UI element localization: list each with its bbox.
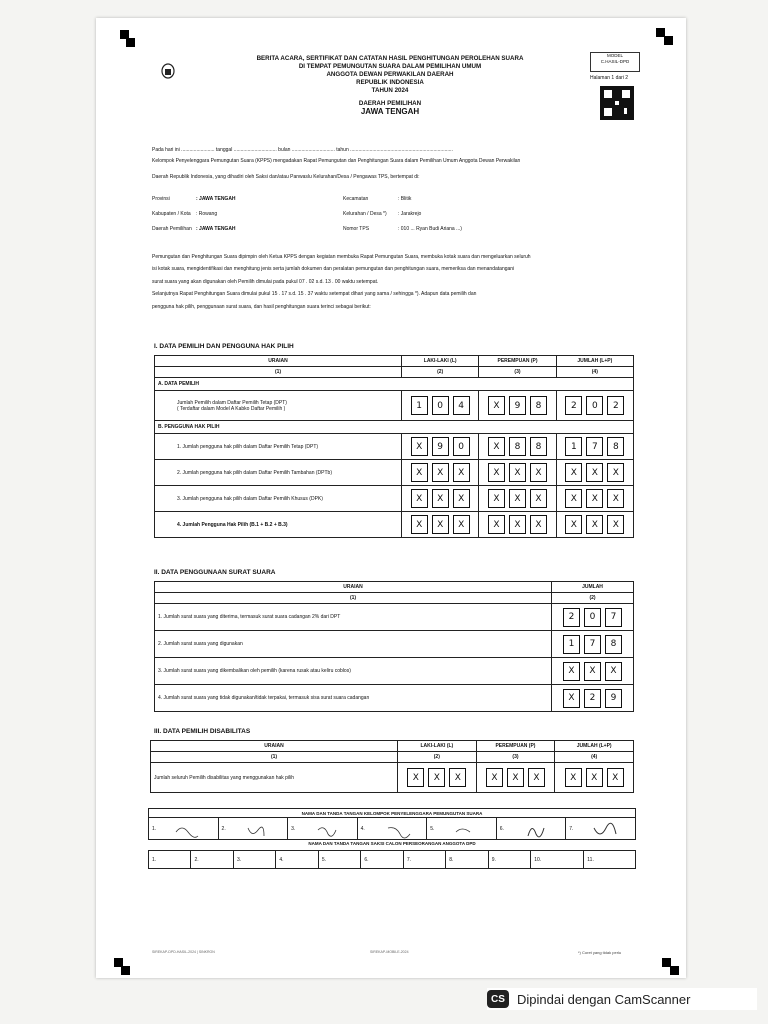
digit-box: 1 <box>411 396 428 415</box>
digit-box: 4 <box>453 396 470 415</box>
digit-box: X <box>586 489 603 508</box>
body-text: pengguna hak pilih, penggunaan surat suara, dan hasil penghitungan suara terinci sebagai berikut: <box>152 304 371 310</box>
table-row: 3. Jumlah surat suara yang dikembalikan oleh pemilih (karena rusak atau keliru coblos) X X X <box>155 658 634 685</box>
camscanner-text: Dipindai dengan CamScanner <box>517 991 691 1007</box>
digit-box: X <box>586 768 603 787</box>
digit-box: X <box>563 662 580 681</box>
section-1-title: I. DATA PEMILIH DAN PENGGUNA HAK PILIH <box>154 343 294 350</box>
footer-mid: SIREKAP-MOBILE-2024 <box>370 950 409 954</box>
kelurahan-label: Kelurahan / Desa *) <box>343 211 387 217</box>
digit-box: 0 <box>584 608 601 627</box>
camscanner-logo-icon: CS <box>487 990 509 1008</box>
provinsi-label: Provinsi <box>152 196 170 202</box>
digit-box: X <box>565 463 582 482</box>
table-row: 1. Jumlah pengguna hak pilih dalam Daftar Pemilih Tetap (DPT) X 9 0 X 8 8 1 7 8 <box>155 434 634 460</box>
body-text: Selanjutnya Rapat Penghitungan Suara dimulai pukul 15 . 17 s.d. 15 . 37 waktu setempat dihari yang sama / sehingga *). Adapun data pemilih dan <box>152 291 477 297</box>
digit-box: X <box>411 437 428 456</box>
camscanner-watermark <box>487 988 757 1010</box>
table-row: 2. Jumlah surat suara yang digunakan 1 7 8 <box>155 631 634 658</box>
signature-row: 1. 2. 3. 4. 5. 6. 7. 8. 9. 10. 11. <box>149 851 636 869</box>
section-2-table: URAIAN JUMLAH (1) (2) 1. Jumlah surat suara yang diterima, termasuk surat suara cadangan 2% dari DPT 2 0 7 2. Jumlah surat suara yang digunakan 1 7 8 3. Jumlah surat suara yang dikembalikan oleh pemilih (karena rusak atau keliru coblos) X X X 4. Jumlah surat suara yang tidak digunakan/tidak terpakai, termasuk sisa surat suara cadangan X 2 9 <box>154 581 634 712</box>
digit-box: 8 <box>605 635 622 654</box>
digit-box: 9 <box>509 396 526 415</box>
dapil-label: Daerah Pemilihan <box>152 226 192 232</box>
digit-box: X <box>565 515 582 534</box>
digit-box: X <box>509 463 526 482</box>
digit-box: 1 <box>565 437 582 456</box>
footer-right: *) Coret yang tidak perlu <box>578 950 622 955</box>
digit-box: 0 <box>432 396 449 415</box>
digit-box: 9 <box>432 437 449 456</box>
registration-mark <box>126 38 135 47</box>
footer-left: SIREKAP-DPD-HASIL-2024 | SINKRON <box>152 950 215 954</box>
digit-box: X <box>488 515 505 534</box>
section-3-table: URAIAN LAKI-LAKI (L) PEREMPUAN (P) JUMLAH (L+P) (1) (2) (3) (4) Jumlah seluruh Pemilih disabilitas yang menggunakan hak pilih X X X X X X X X X <box>150 740 634 793</box>
digit-box: X <box>428 768 445 787</box>
digit-box: X <box>584 662 601 681</box>
section-3-title: III. DATA PEMILIH DISABILITAS <box>154 728 251 735</box>
digit-box: 7 <box>586 437 603 456</box>
digit-box: 8 <box>530 437 547 456</box>
digit-box: X <box>607 463 624 482</box>
digit-box: X <box>453 463 470 482</box>
section-1-table: URAIAN LAKI-LAKI (L) PEREMPUAN (P) JUMLAH (L+P) (1) (2) (3) (4) A. DATA PEMILIH Jumlah Pemilih dalam Daftar Pemilih Tetap (DPT) ( Terdaftar dalam Model A Kabko Daftar Pemilih ) 1 0 4 X 9 8 2 0 2 B. PENGGUNA HAK PILIH 1. Jumlah pengguna hak pilih dalam Daftar Pemilih Tetap (DPT) X 9 0 X 8 8 1 7 8 2. Jumlah pengguna hak pilih dalam Daftar Pemilih Tambahan (DPTb) X X X X X X X X X 3. Jumlah pengguna hak pilih dalam Daftar Pemilih Khusus (DPK) X X X X X X X X X 4. Jumlah Pengguna Hak Pilih (B.1 + B.2 + B.3) X X X X X X X X X <box>154 355 634 538</box>
saksi-signature-table <box>148 850 636 869</box>
digit-box: 7 <box>605 608 622 627</box>
tps-value: : 010 ... Ryan Budi Ariana ...) <box>398 226 462 232</box>
digit-box: X <box>488 396 505 415</box>
digit-box: X <box>530 489 547 508</box>
registration-mark <box>121 966 130 975</box>
table-row: 3. Jumlah pengguna hak pilih dalam Daftar Pemilih Khusus (DPK) X X X X X X X X X <box>155 486 634 512</box>
digit-box: X <box>453 515 470 534</box>
kpps-signature-table: NAMA DAN TANDA TANGAN KELOMPOK PENYELENGGARA PEMUNGUTAN SUARA 1. 2. 3. 4. 5. 6. 7. <box>148 808 636 840</box>
intro-text: Kelompok Penyelenggara Pemungutan Suara (KPPS) mengadakan Rapat Pemungutan dan Penghitungan Suara dalam Pemilihan Umum Anggota Dewan Perwakilan <box>152 158 521 164</box>
kabupaten-label: Kabupaten / Kota <box>152 211 191 217</box>
digit-box: 0 <box>453 437 470 456</box>
digit-box: X <box>509 489 526 508</box>
digit-box: X <box>432 515 449 534</box>
intro-text: Daerah Republik Indonesia, yang dihadiri oleh Saksi dan/atau Panwaslu Kelurahan/Desa / Pengawas TPS, bertempat di: <box>152 174 420 180</box>
digit-box: 2 <box>584 689 601 708</box>
table-row: 4. Jumlah Pengguna Hak Pilih (B.1 + B.2 + B.3) X X X X X X X X X <box>155 512 634 538</box>
pengguna-hak-pilih-label: B. PENGGUNA HAK PILIH <box>155 421 634 434</box>
digit-box: X <box>488 489 505 508</box>
kpu-logo-icon <box>160 62 176 80</box>
digit-box: X <box>411 489 428 508</box>
digit-box: X <box>509 515 526 534</box>
body-text: Pemungutan dan Penghitungan Suara dipimpin oleh Ketua KPPS dengan kegiatan membuka Rapat Pemungutan Suara, membuka kotak suara dan mengeluarkan seluruh <box>152 254 531 260</box>
digit-box: X <box>449 768 466 787</box>
saksi-title: NAMA DAN TANDA TANGAN SAKSI CALON PERSEORANGAN ANGGOTA DPD <box>308 841 476 846</box>
digit-box: X <box>528 768 545 787</box>
digit-box: X <box>432 489 449 508</box>
registration-mark <box>670 966 679 975</box>
kabupaten-value: : Rowang <box>196 211 218 217</box>
digit-box: X <box>411 463 428 482</box>
table-row: Jumlah seluruh Pemilih disabilitas yang menggunakan hak pilih X X X X X X X X X <box>151 763 634 793</box>
digit-box: 1 <box>563 635 580 654</box>
qr-code-icon <box>600 86 634 120</box>
kecamatan-value: : Blitik <box>398 196 412 202</box>
date-line: Pada hari ini ........................ tanggal ............................... bulan ............................... tahun .......................................................................... <box>152 147 453 153</box>
digit-box: 8 <box>530 396 547 415</box>
digit-box: X <box>607 768 624 787</box>
table-row: 1. Jumlah surat suara yang diterima, termasuk surat suara cadangan 2% dari DPT 2 0 7 <box>155 604 634 631</box>
digit-box: X <box>607 515 624 534</box>
digit-box: 8 <box>509 437 526 456</box>
digit-box: 0 <box>586 396 603 415</box>
digit-box: X <box>407 768 424 787</box>
digit-box: X <box>507 768 524 787</box>
signature-row: 1. 2. 3. 4. 5. 6. 7. <box>149 818 636 840</box>
kelurahan-value: : Jarakrejo <box>398 211 422 217</box>
digit-box: X <box>486 768 503 787</box>
digit-box: X <box>488 463 505 482</box>
kecamatan-label: Kecamatan <box>343 196 369 202</box>
digit-box: X <box>586 463 603 482</box>
digit-box: X <box>411 515 428 534</box>
digit-box: X <box>605 662 622 681</box>
section-2-title: II. DATA PENGGUNAAN SURAT SUARA <box>154 569 276 576</box>
digit-box: 7 <box>584 635 601 654</box>
tps-label: Nomor TPS <box>343 226 370 232</box>
table-row: 4. Jumlah surat suara yang tidak digunakan/tidak terpakai, termasuk sisa surat suara cadangan X 2 9 <box>155 685 634 712</box>
digit-box: X <box>565 489 582 508</box>
table-row: 2. Jumlah pengguna hak pilih dalam Daftar Pemilih Tambahan (DPTb) X X X X X X X X X <box>155 460 634 486</box>
body-text: isi kotak suara, mengidentifikasi dan menghitung jenis serta jumlah dokumen dan peralatan pemungutan dan penghitungan suara, memeriksa dan menandatangani <box>152 266 515 272</box>
registration-mark <box>664 36 673 45</box>
model-box: MODEL C.HASIL-DPD <box>590 52 640 72</box>
body-text: surat suara yang akan digunakan oleh Pemilih dimulai pada pukul 07 . 02 s.d. 13 . 00 waktu setempat. <box>152 279 379 285</box>
digit-box: 9 <box>605 689 622 708</box>
digit-box: X <box>586 515 603 534</box>
digit-box: X <box>432 463 449 482</box>
provinsi-value: : JAWA TENGAH <box>196 196 236 202</box>
handwritten-signatures-icon <box>160 822 630 842</box>
document-header: BERITA ACARA, SERTIFIKAT DAN CATATAN HASIL PENGHITUNGAN PEROLEHAN SUARA DI TEMPAT PEMUNGUTAN SUARA DALAM PEMILIHAN UMUM ANGGOTA DEWAN PERWAKILAN DAERAH REPUBLIK INDONESIA TAHUN 2024 DAERAH PEMILIHAN JAWA TENGAH <box>256 55 524 116</box>
digit-box: 2 <box>563 608 580 627</box>
digit-box: X <box>453 489 470 508</box>
digit-box: X <box>563 689 580 708</box>
page-indicator: Halaman 1 dari 2 <box>590 75 629 81</box>
digit-box: 8 <box>607 437 624 456</box>
digit-box: 2 <box>565 396 582 415</box>
digit-box: X <box>530 515 547 534</box>
digit-box: 2 <box>607 396 624 415</box>
dapil-value: : JAWA TENGAH <box>196 226 236 232</box>
digit-box: X <box>488 437 505 456</box>
digit-box: X <box>565 768 582 787</box>
table-row: Jumlah Pemilih dalam Daftar Pemilih Tetap (DPT) ( Terdaftar dalam Model A Kabko Daftar Pemilih ) 1 0 4 X 9 8 2 0 2 <box>155 391 634 421</box>
digit-box: X <box>607 489 624 508</box>
digit-box: X <box>530 463 547 482</box>
data-pemilih-label: A. DATA PEMILIH <box>155 378 634 391</box>
